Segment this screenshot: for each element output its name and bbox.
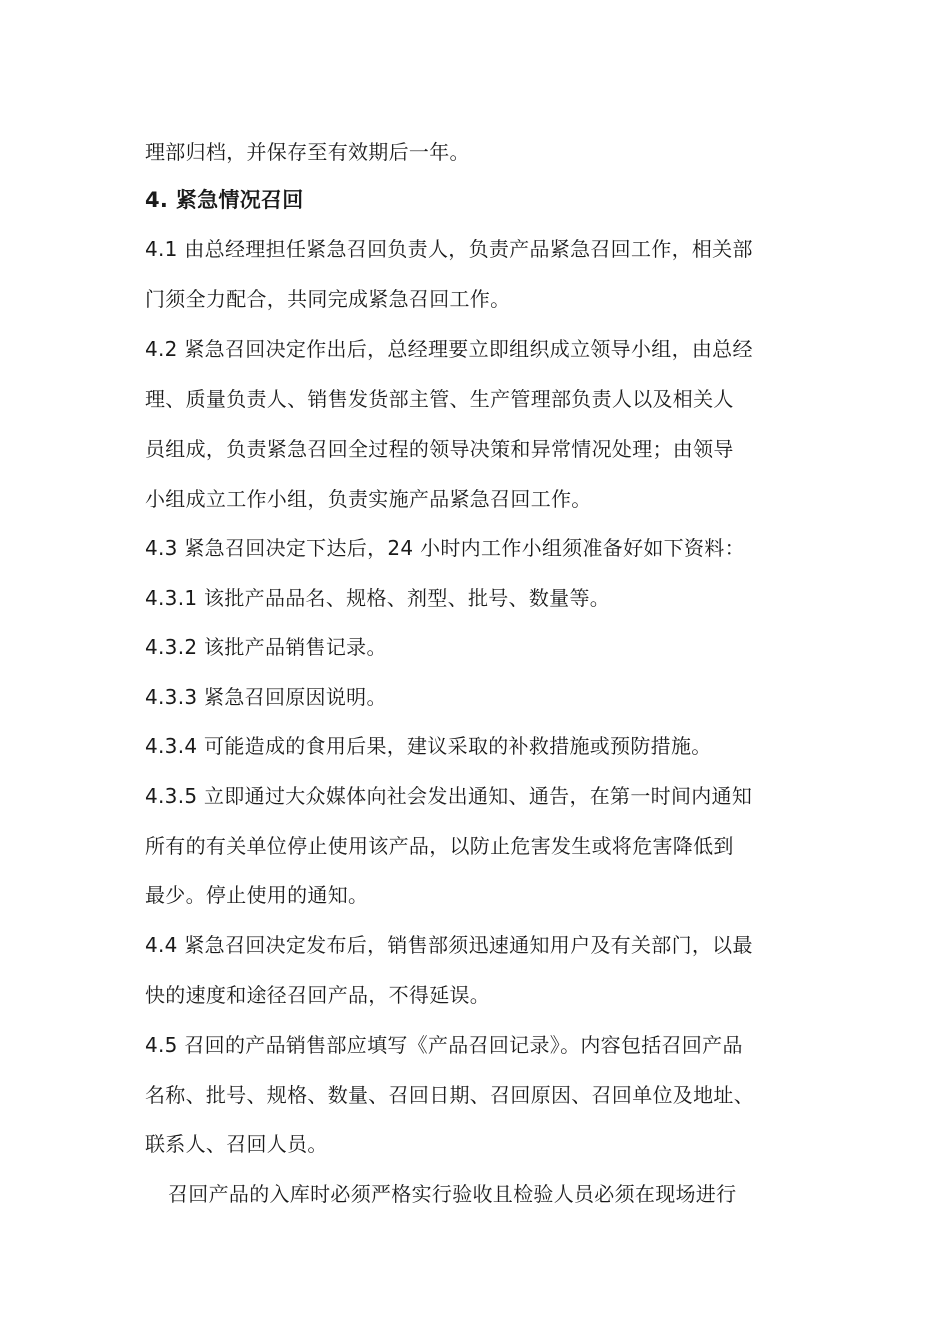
text-line-4-3-1: 4.3.1 该批产品品名、规格、剂型、批号、数量等。 [145,586,611,610]
text-line-archive: 理部归档，并保存至有效期后一年。 [145,140,470,164]
text-line-4-3: 4.3 紧急召回决定下达后，24 小时内工作小组须准备好如下资料： [145,536,745,560]
text-line-4-3-5: 4.3.5 立即通过大众媒体向社会发出通知、通告，在第一时间内通知 [145,784,753,808]
text-line-warehousing: 召回产品的入库时必须严格实行验收且检验人员必须在现场进行 [168,1182,737,1206]
text-line-4-1: 4.1 由总经理担任紧急召回负责人，负责产品紧急召回工作，相关部 [145,237,753,261]
text-line-4-2: 4.2 紧急召回决定作出后，总经理要立即组织成立领导小组，由总经 [145,337,753,361]
text-line-4-4: 4.4 紧急召回决定发布后，销售部须迅速通知用户及有关部门，以最 [145,933,753,957]
text-line-4-5-cont-1: 名称、批号、规格、数量、召回日期、召回原因、召回单位及地址、 [145,1083,754,1107]
text-line-4-1-cont: 门须全力配合，共同完成紧急召回工作。 [145,287,511,311]
text-line-4-3-5-cont-2: 最少。停止使用的通知。 [145,883,369,907]
text-line-4-3-3: 4.3.3 紧急召回原因说明。 [145,685,387,709]
text-line-4-2-cont-3: 小组成立工作小组，负责实施产品紧急召回工作。 [145,487,592,511]
text-line-4-3-2: 4.3.2 该批产品销售记录。 [145,635,387,659]
text-line-4-3-5-cont-1: 所有的有关单位停止使用该产品，以防止危害发生或将危害降低到 [145,834,734,858]
section-heading-emergency-recall: 4. 紧急情况召回 [145,188,304,212]
text-line-4-2-cont-2: 员组成，负责紧急召回全过程的领导决策和异常情况处理；由领导 [145,437,734,461]
text-line-4-3-4: 4.3.4 可能造成的食用后果，建议采取的补救措施或预防措施。 [145,734,712,758]
text-line-4-2-cont-1: 理、质量负责人、销售发货部主管、生产管理部负责人以及相关人 [145,387,734,411]
text-line-4-4-cont: 快的速度和途径召回产品，不得延误。 [145,983,491,1007]
text-line-4-5: 4.5 召回的产品销售部应填写《产品召回记录》。内容包括召回产品 [145,1033,743,1057]
text-line-4-5-cont-2: 联系人、召回人员。 [145,1132,328,1156]
